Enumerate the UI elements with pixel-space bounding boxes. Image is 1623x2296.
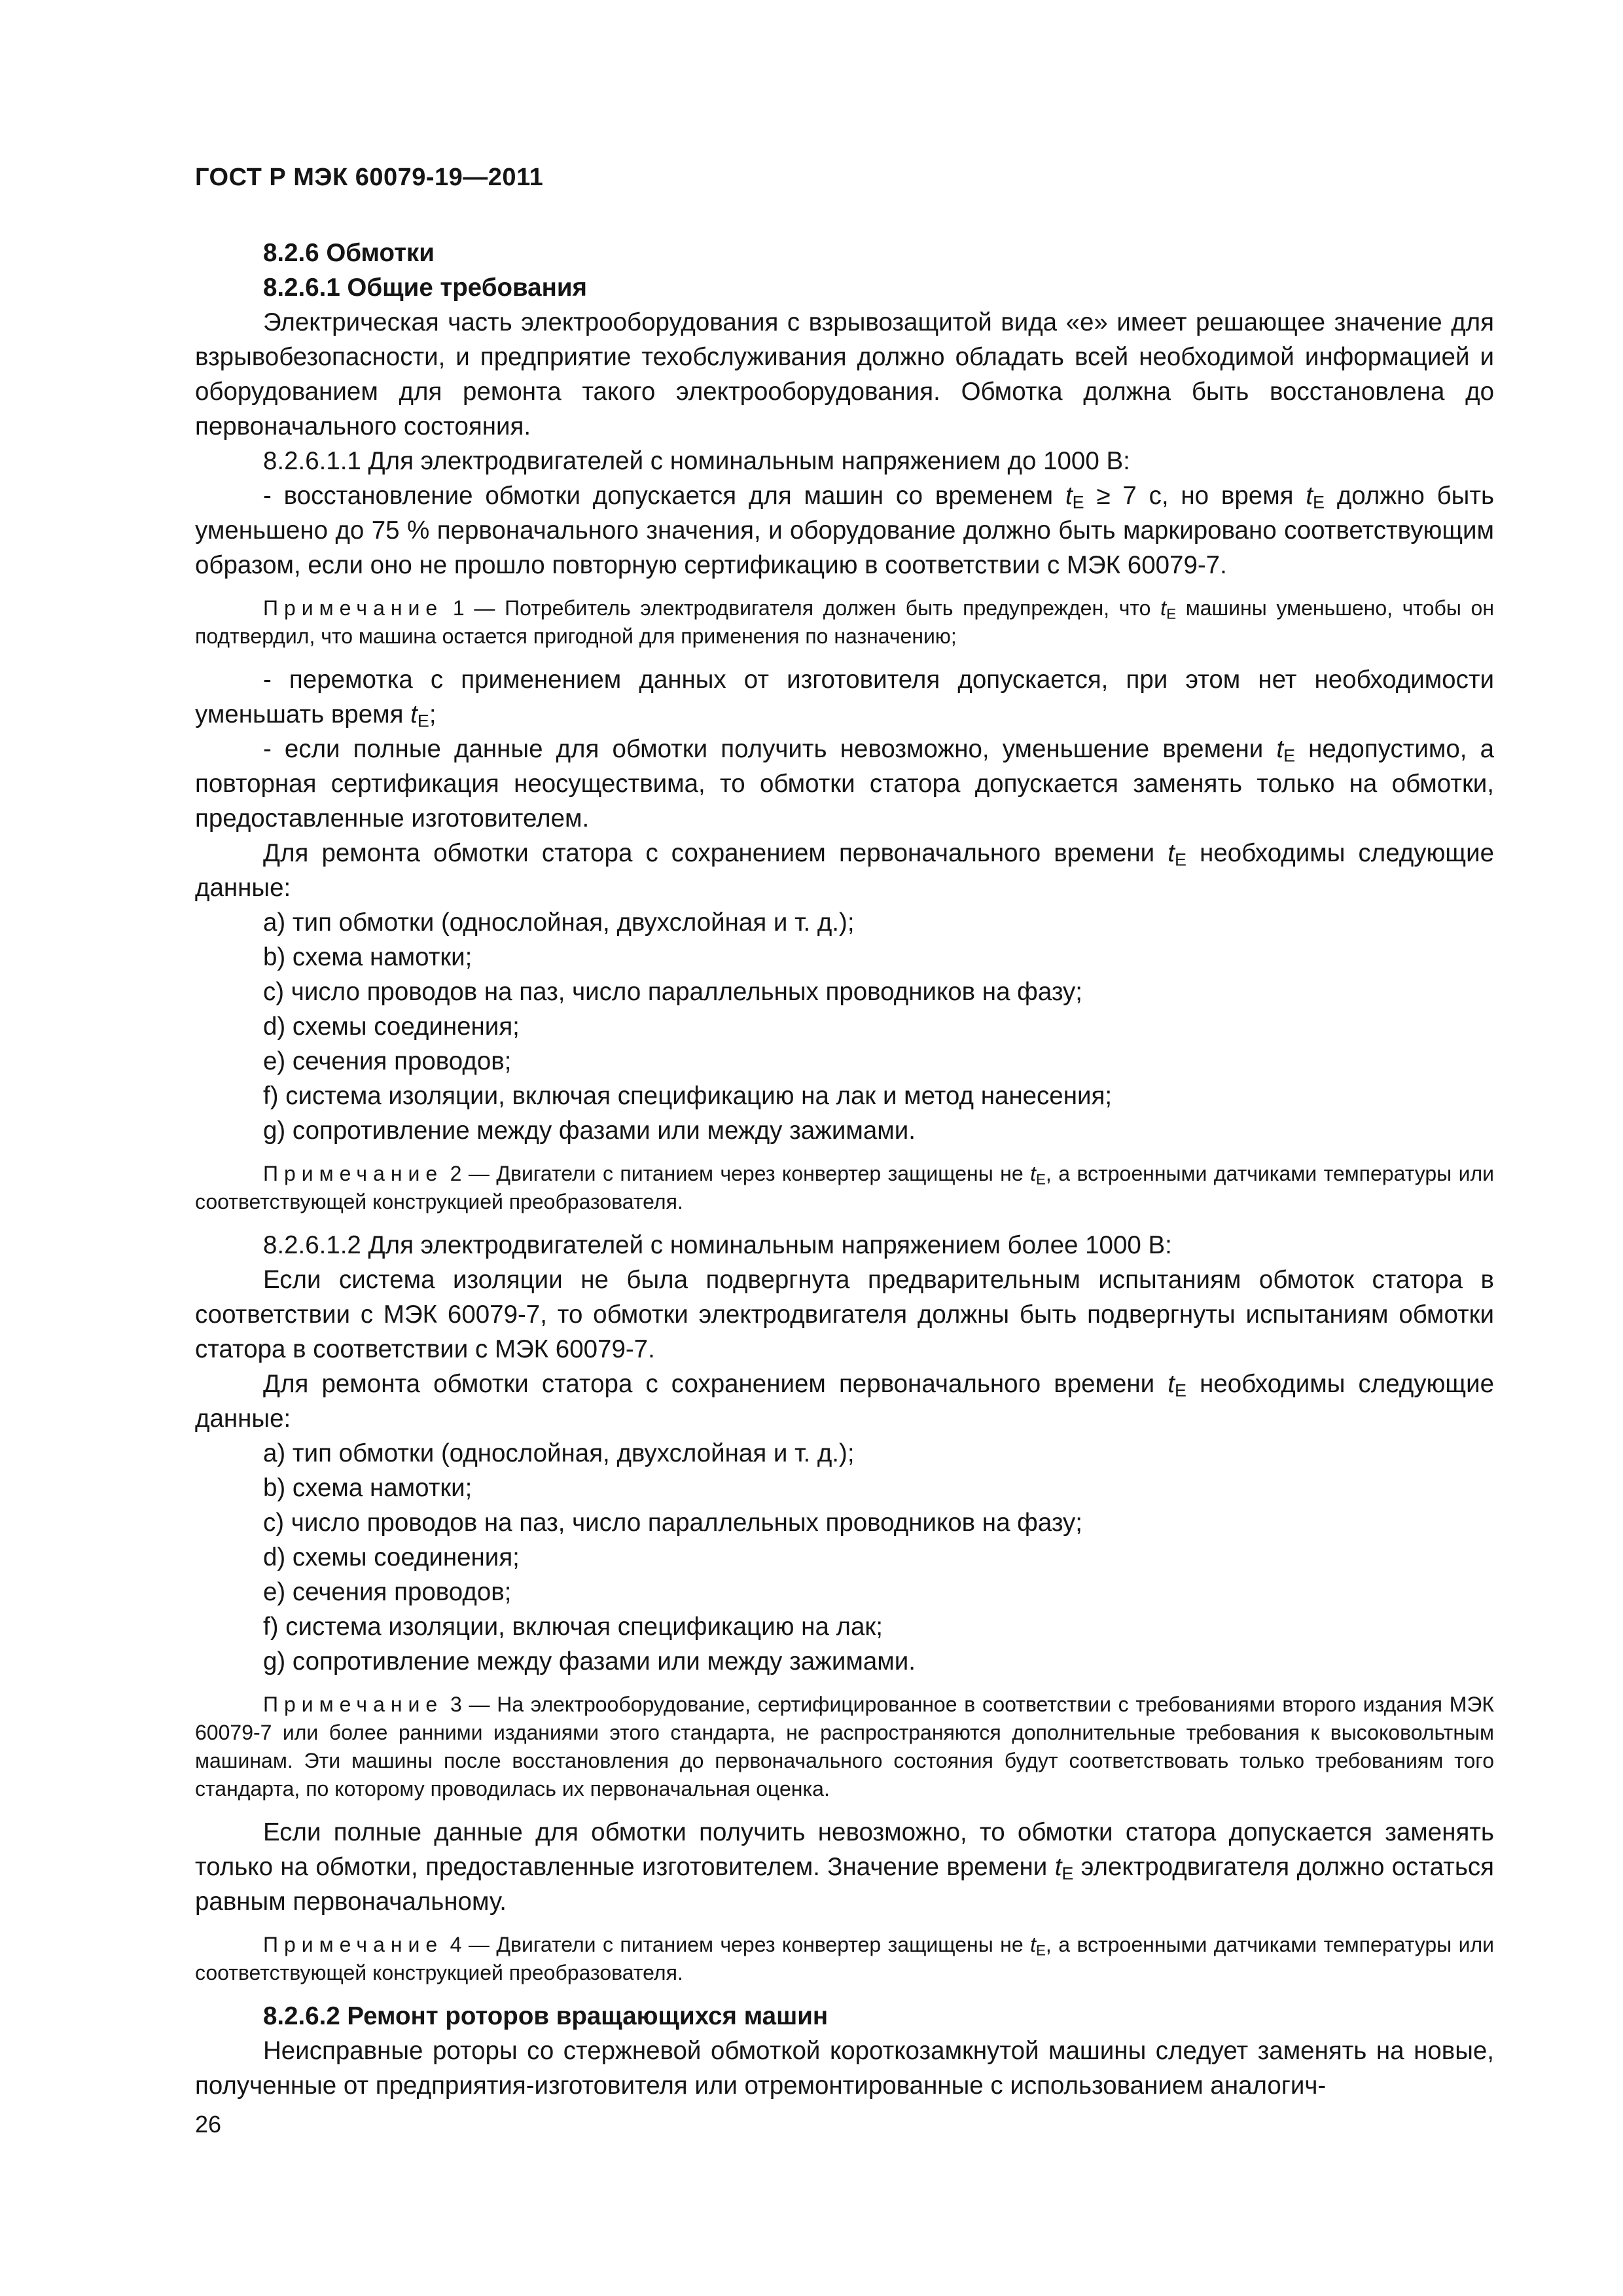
note-3: Примечание 3 — На электрооборудование, сертифицированное в соответствии с требованиями второго издания МЭК 60079-7 или более ранними изданиями этого стандарта, не распространяются дополнительные требования к высоковольтным машинам. Эти машины после восстановления до первоначального состояния будут соответствовать только требованиям того стандарта, по которому проводилась их первоначальная оценка. bbox=[195, 1693, 1495, 1801]
rotor-repair-heading: 8.2.6.2 Ремонт роторов вращающихся машин bbox=[263, 2002, 829, 2030]
repair-data-intro-2: Для ремонта обмотки статора с сохранением первоначального времени $t_E$ необходимы следующие данные: bbox=[195, 1370, 1494, 1433]
list-item: a) тип обмотки (однослойная, двухслойная и т. д.); bbox=[263, 908, 855, 937]
list-item: f) система изоляции, включая спецификацию на лак; bbox=[263, 1613, 883, 1641]
list-item: d) схемы соединения; bbox=[263, 1013, 520, 1041]
standard-header: ГОСТ Р МЭК 60079-19—2011 bbox=[195, 164, 544, 191]
list-item: e) сечения проводов; bbox=[263, 1047, 512, 1075]
note-1: Примечание 1 — Потребитель электродвигателя должен быть предупрежден, что $t_E$ машины уменьшено, чтобы он подтвердил, что машина остается пригодной для применения по назначению; bbox=[195, 596, 1494, 648]
list-item: d) схемы соединения; bbox=[263, 1543, 520, 1571]
clause-1-bullet-2: - перемотка с применением данных от изготовителя допускается, при этом нет необходимости уменьшать время $t_E$; bbox=[195, 666, 1494, 731]
list-item: b) схема намотки; bbox=[263, 1474, 473, 1502]
section-heading: 8.2.6 Обмотки bbox=[263, 239, 435, 267]
list-item: a) тип обмотки (однослойная, двухслойная и т. д.); bbox=[263, 1439, 855, 1467]
replacement-paragraph: Если полные данные для обмотки получить невозможно, то обмотки статора допускается заменять только на обмотки, предоставленные изготовителем. Значение времени $t_E$ электродвигателя должно остаться равным первоначальному. bbox=[195, 1818, 1494, 1916]
note-2: Примечание 2 — Двигатели с питанием через конвертер защищены не $t_E$, а встроенными датчиками температуры или соответствующей конструкцией преобразователя. bbox=[195, 1162, 1495, 1213]
list-item: f) система изоляции, включая спецификацию на лак и метод нанесения; bbox=[263, 1082, 1113, 1110]
page-number: 26 bbox=[195, 2111, 222, 2138]
clause-1-title: 8.2.6.1.1 Для электродвигателей с номинальным напряжением до 1000 В: bbox=[263, 447, 1130, 475]
subsection-heading: 8.2.6.1 Общие требования bbox=[263, 274, 587, 302]
intro-paragraph: Электрическая часть электрооборудования с взрывозащитой вида «е» имеет решающее значение для взрывобезопасности, и предприятие техобслуживания должно обладать всей необходимой информацией и оборудованием для ремонта такого электрооборудования. Обмотка должна быть восстановлена до первоначального состояния. bbox=[195, 308, 1494, 440]
clause-1-bullet-1: - восстановление обмотки допускается для машин со временем $t_E \ge 7$ с, но время $t_E$ должно быть уменьшено до 75 % первоначального значения, и оборудование должно быть маркировано соответствующим образом, если оно не прошло повторную сертификацию в соответствии с МЭК 60079-7. bbox=[195, 482, 1495, 579]
clause-2-text: Если система изоляции не была подвергнута предварительным испытаниям обмоток статора в соответствии с МЭК 60079-7, то обмотки электродвигателя должны быть подвергнуты испытаниям обмотки статора в соответствии с МЭК 60079-7. bbox=[195, 1266, 1494, 1363]
document-body bbox=[195, 236, 1494, 2103]
rotor-repair-paragraph: Неисправные роторы со стержневой обмоткой короткозамкнутой машины следует заменять на новые, полученные от предприятия-изготовителя или отремонтированные с использованием аналогич- bbox=[195, 2037, 1494, 2100]
note-4: Примечание 4 — Двигатели с питанием через конвертер защищены не $t_E$, а встроенными датчиками температуры или соответствующей конструкцией преобразователя. bbox=[195, 1933, 1495, 1984]
list-item: c) число проводов на паз, число параллельных проводников на фазу; bbox=[263, 978, 1083, 1006]
clause-2-title: 8.2.6.1.2 Для электродвигателей с номинальным напряжением более 1000 В: bbox=[263, 1231, 1172, 1259]
list-item: b) схема намотки; bbox=[263, 943, 473, 971]
list-item: g) сопротивление между фазами или между зажимами. bbox=[263, 1117, 916, 1145]
list-item: e) сечения проводов; bbox=[263, 1578, 512, 1606]
clause-1-bullet-3: - если полные данные для обмотки получить невозможно, уменьшение времени $t_E$ недопустимо, а повторная сертификация неосуществима, то обмотки статора допускается заменять только на обмотки, предоставленные изготовителем. bbox=[195, 735, 1494, 833]
repair-data-intro: Для ремонта обмотки статора с сохранением первоначального времени $t_E$ необходимы следующие данные: bbox=[195, 839, 1494, 902]
list-item: c) число проводов на паз, число параллельных проводников на фазу; bbox=[263, 1509, 1083, 1537]
list-item: g) сопротивление между фазами или между зажимами. bbox=[263, 1647, 916, 1676]
